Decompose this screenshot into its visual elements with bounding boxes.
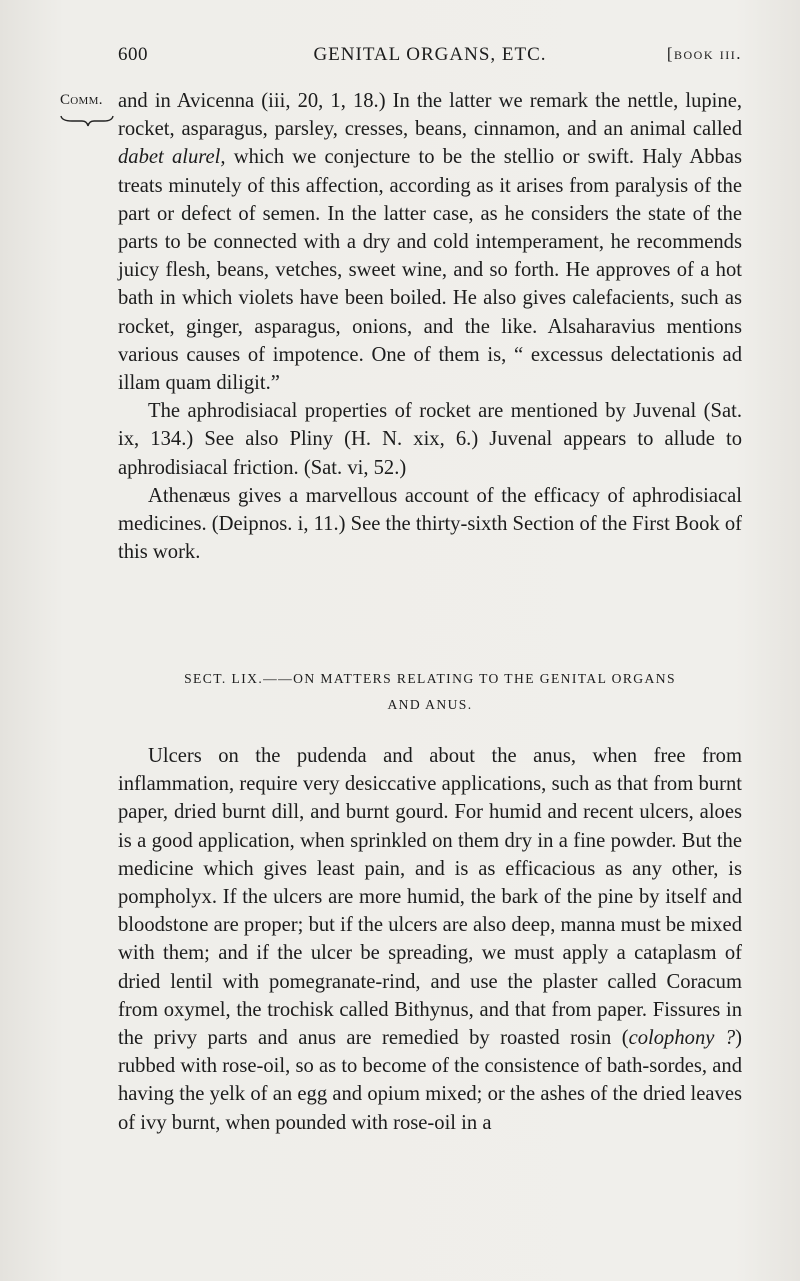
commentary-paragraph-1: and in Avicenna (iii, 20, 1, 18.) In the latter we remark the nettle, lupine, rocket, asparagus, parsley, cresses, beans, cinnamon, and an animal called dabet alurel, which we conjecture to be the stellio or swift. Haly Abbas treats minutely of this affection, according as it arises from paralysis of the part or defect of semen. In the latter case, as he considers the state of the parts to be connected with a dry and cold intemperament, he recommends juicy flesh, beans, vetches, sweet wine, and so forth. He approves of a hot bath in which violets have been boiled. He also gives calefacients, such as rocket, ginger, asparagus, onions, and the like. Alsaharavius mentions various causes of impotence. One of them is, “ excessus delectationis ad illam quam diligit.” [118,90,742,395]
section-body [118,742,742,1137]
commentary-block [118,87,742,566]
running-title: GENITAL ORGANS, ETC. [313,44,547,65]
section-heading: SECT. LIX.——ON MATTERS RELATING TO THE GENITAL ORGANS AND ANUS. [184,671,676,712]
book-label: [book iii. [666,44,742,63]
page-number: 600 [118,44,148,65]
margin-brace-icon [60,114,114,128]
commentary-paragraph-3: Athenæus gives a marvellous account of the efficacy of aphrodisiacal medicines. (Deipnos. i, 11.) See the thirty-sixth Section of the First Book of this work. [118,484,742,564]
commentary-paragraph-2: The aphrodisiacal properties of rocket are mentioned by Juvenal (Sat. ix, 134.) See also Pliny (H. N. xix, 6.) Juvenal appears to allude to aphrodisiacal friction. (Sat. vi, 52.) [118,400,742,479]
running-head [118,44,742,74]
section-paragraph: Ulcers on the pudenda and about the anus, when free from inflammation, require very desiccative applications, such as that from burnt paper, dried burnt dill, and burnt gourd. For humid and recent ulcers, aloes is a good application, when sprinkled on them dry in a fine powder. But the medicine which gives least pain, and is as efficacious as any other, is pompholyx. If the ulcers are more humid, the bark of the pine by itself and bloodstone are proper; but if the ulcers are also deep, manna must be mixed with them; and if the ulcer be spreading, we must apply a cataplasm of dried lentil with pomegranate-rind, and use the plaster called Coracum from oxymel, the trochisk called Bithynus, and that from paper. Fissures in the privy parts and anus are remedied by roasted rosin (colophony ?) rubbed with rose-oil, so as to become of the consistence of bath-sordes, and having the yelk of an egg and opium mixed; or the ashes of the dried leaves of ivy burnt, when pounded with rose-oil in a [118,745,742,1134]
margin-note-comm: Comm. [60,92,103,108]
